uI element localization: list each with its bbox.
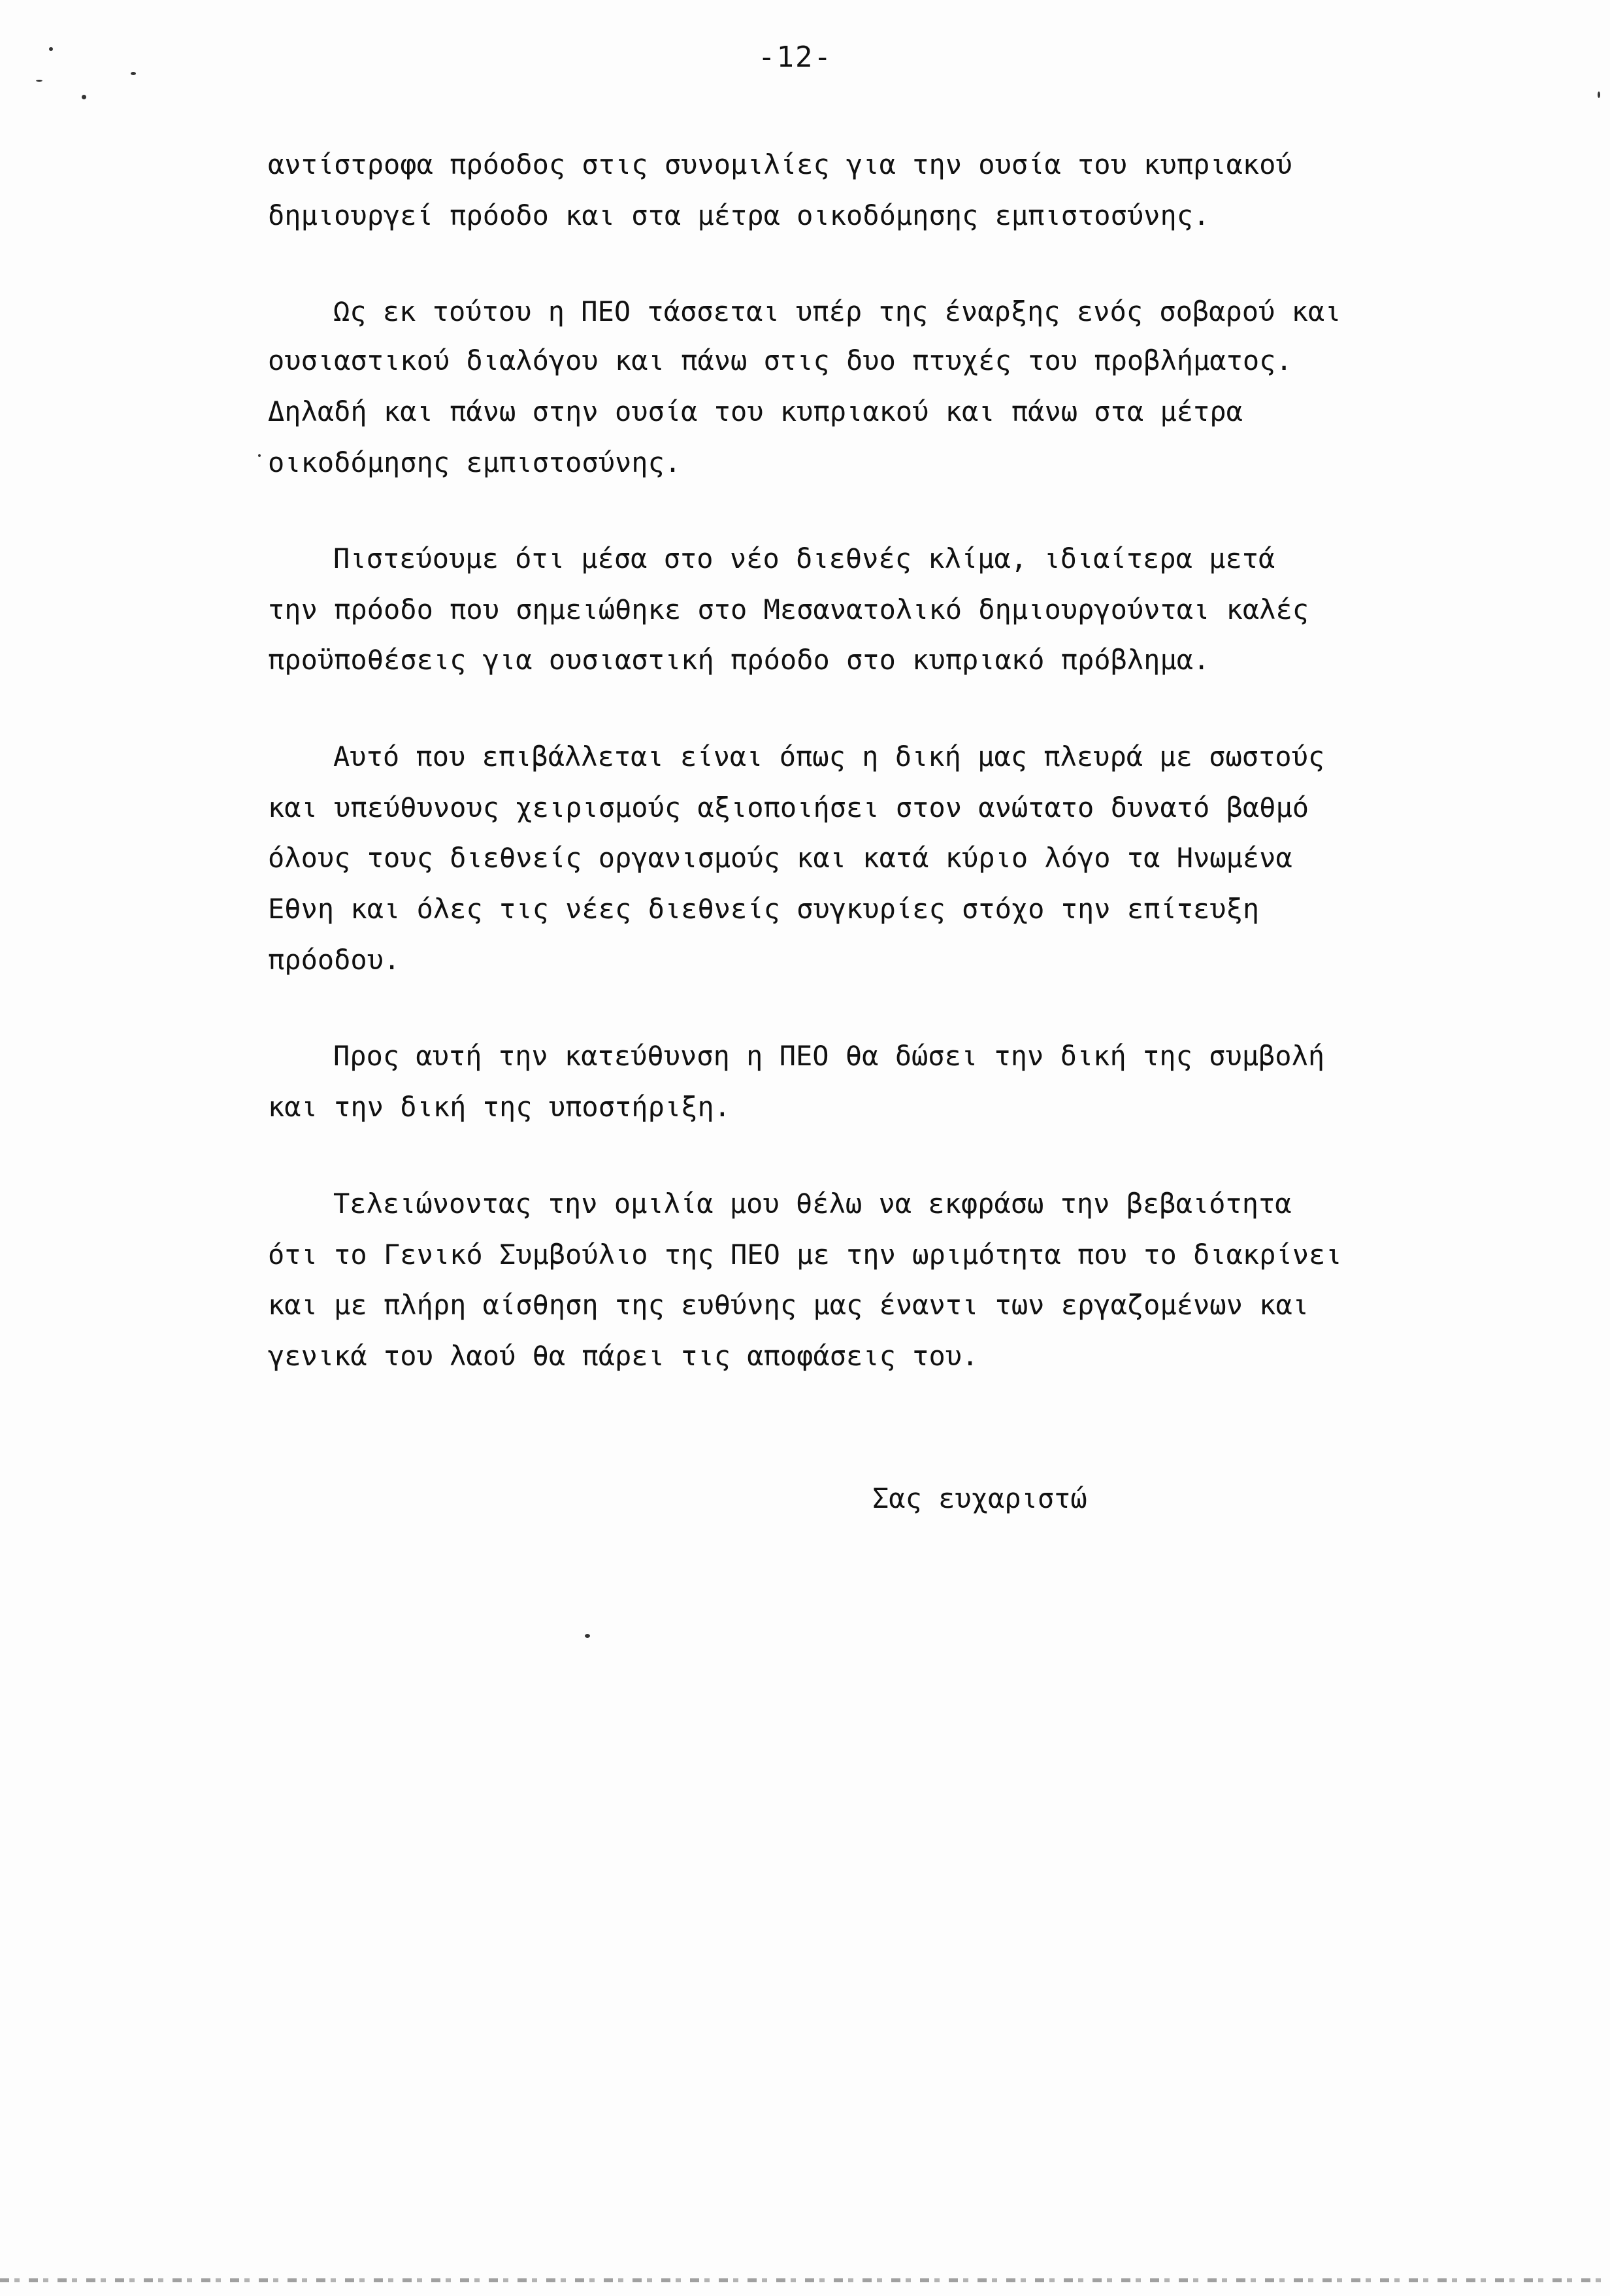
scan-speck [585,1634,590,1638]
scan-speck [258,454,261,457]
scan-speck [82,95,86,99]
paragraph-1-line-1: αντίστροφα πρόοδος στις συνομιλίες για την ουσία του κυπριακού [268,148,1292,180]
paragraph-6-line-2: ότι το Γενικό Συμβούλιο της ΠΕΟ με την ωριμότητα που το διακρίνει [268,1239,1342,1271]
paragraph-4-line-5: πρόοδου. [268,944,401,976]
paragraph-3-line-2: την πρόοδο που σημειώθηκε στο Μεσανατολικό δημιουργούνται καλές [268,593,1309,625]
paragraph-4-line-4: Εθνη και όλες τις νέες διεθνείς συγκυρίες στόχο την επίτευξη [268,893,1260,925]
paragraph-4-line-3: όλους τους διεθνείς οργανισμούς και κατά κύριο λόγο τα Ηνωμένα [268,842,1292,874]
paragraph-3-line-1: Πιστεύουμε ότι μέσα στο νέο διεθνές κλίμα, ιδιαίτερα μετά [333,542,1275,574]
scan-speck [131,72,136,75]
scan-speck [49,47,53,51]
paragraph-1-line-2: δημιουργεί πρόοδο και στα μέτρα οικοδόμησης εμπιστοσύνης. [268,199,1210,231]
scan-speck [1598,92,1600,98]
paragraph-4-line-2: και υπεύθυνους χειρισμούς αξιοποιήσει στον ανώτατο δυνατό βαθμό [268,791,1309,824]
closing-thanks: Σας ευχαριστώ [872,1482,1087,1514]
paragraph-5-line-2: και την δική της υποστήριξη. [268,1091,731,1123]
paragraph-5-line-1: Προς αυτή την κατεύθυνση η ΠΕΟ θα δώσει την δική της συμβολή [333,1040,1325,1072]
paragraph-6-line-1: Τελειώνοντας την ομιλία μου θέλω να εκφράσω την βεβαιότητα [333,1188,1292,1220]
paragraph-2-line-1: Ως εκ τούτου η ΠΕΟ τάσσεται υπέρ της έναρξης ενός σοβαρού και [333,295,1341,327]
paragraph-2-line-4: οικοδόμησης εμπιστοσύνης. [268,446,682,478]
paragraph-4-line-1: Αυτό που επιβάλλεται είναι όπως η δική μας πλευρά με σωστούς [333,740,1325,773]
paragraph-2-line-2: ουσιαστικού διαλόγου και πάνω στις δυο πτυχές του προβλήματος. [268,344,1292,376]
paragraph-6-line-3: και με πλήρη αίσθηση της ευθύνης μας έναντι των εργαζομένων και [268,1289,1309,1321]
paragraph-2-line-3: Δηλαδή και πάνω στην ουσία του κυπριακού και πάνω στα μέτρα [268,395,1243,427]
paragraph-6-line-4: γενικά του λαού θα πάρει τις αποφάσεις του. [268,1340,979,1372]
scan-speck [36,80,42,82]
scan-footer-noise [0,2278,1610,2282]
paragraph-3-line-3: προϋποθέσεις για ουσιαστική πρόοδο στο κυπριακό πρόβλημα. [268,644,1210,676]
page-number: -12- [758,41,832,74]
